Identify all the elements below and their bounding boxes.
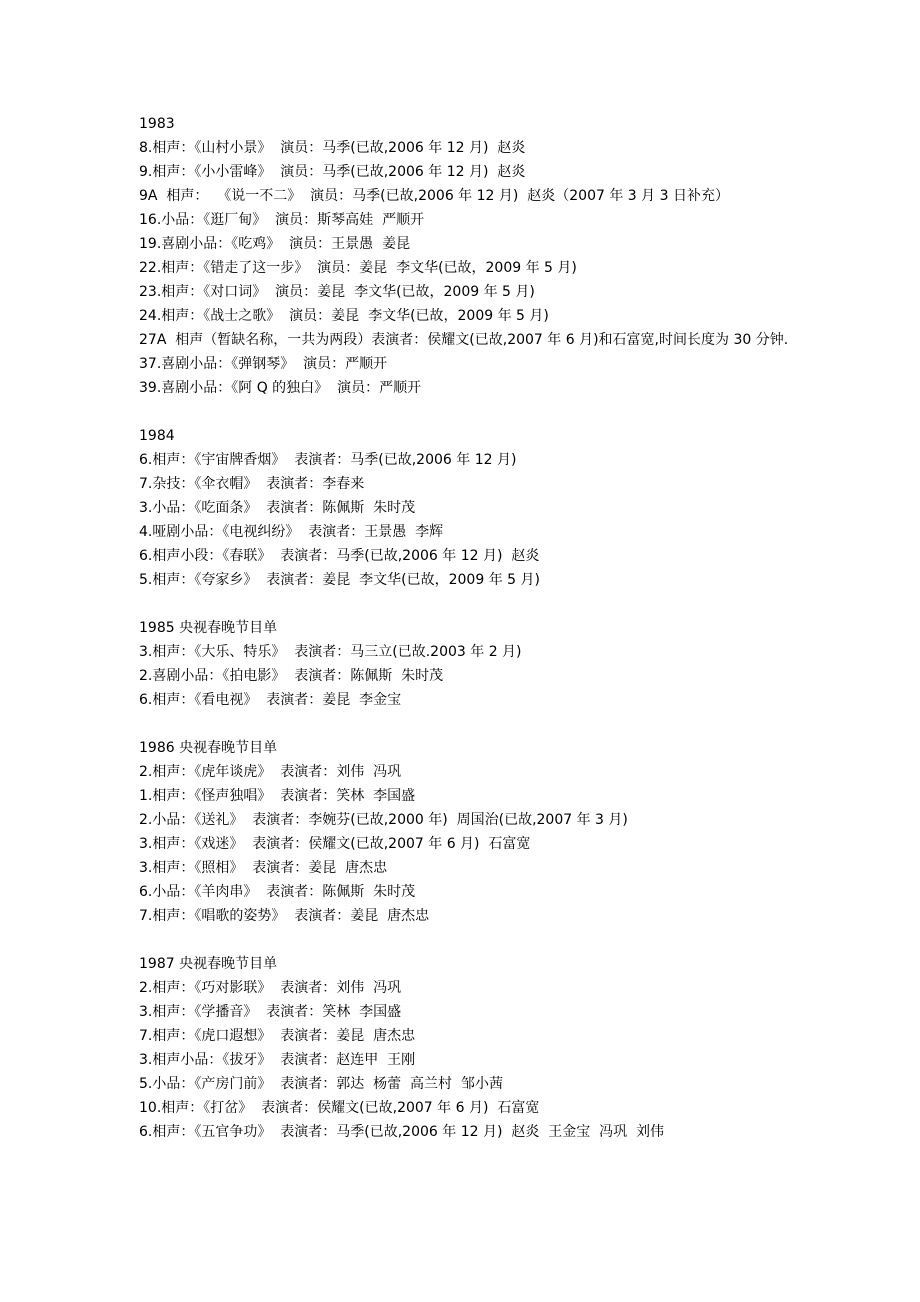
year-heading: 1984 [139,428,175,444]
program-entry: 16.小品：《逛厂甸》 演员：斯琴高娃 严顺开 [139,212,425,228]
program-entry: 7.相声：《唱歌的姿势》 表演者：姜昆 唐杰忠 [139,908,430,924]
program-entry: 19.喜剧小品：《吃鸡》 演员：王景愚 姜昆 [139,236,411,252]
program-entry: 3.相声：《大乐、特乐》 表演者：马三立(已故.2003 年 2 月) [139,644,522,660]
program-entry: 7.相声：《虎口遐想》 表演者：姜昆 唐杰忠 [139,1028,416,1044]
program-entry: 6.小品：《羊肉串》 表演者：陈佩斯 朱时茂 [139,884,416,900]
program-entry: 2.相声：《巧对影联》 表演者：刘伟 冯巩 [139,980,402,996]
program-entry: 37.喜剧小品：《弹钢琴》 演员：严顺开 [139,356,388,372]
program-entry: 3.相声：《学播音》 表演者：笑林 李国盛 [139,1004,402,1020]
program-entry: 8.相声：《山村小景》 演员：马季(已故,2006 年 12 月) 赵炎 [139,140,526,156]
year-heading: 1983 [139,116,175,132]
year-section [139,736,799,928]
year-section [139,112,799,400]
program-entry: 39.喜剧小品：《阿 Q 的独白》 演员：严顺开 [139,380,422,396]
program-entry: 4.哑剧小品：《电视纠纷》 表演者：王景愚 李辉 [139,524,444,540]
program-entry: 3.小品：《吃面条》 表演者：陈佩斯 朱时茂 [139,500,416,516]
program-list [139,112,799,1168]
program-entry: 3.相声小品：《拔牙》 表演者：赵连甲 王刚 [139,1052,416,1068]
program-entry: 6.相声：《宇宙牌香烟》 表演者：马季(已故,2006 年 12 月) [139,452,517,468]
program-entry: 27A 相声（暂缺名称，一共为两段）表演者：侯耀文(已故,2007 年 6 月)和石富宽,时间长度为 30 分钟. [139,332,789,348]
year-section [139,424,799,592]
program-entry: 6.相声：《看电视》 表演者：姜昆 李金宝 [139,692,402,708]
year-section [139,616,799,712]
program-entry: 23.相声：《对口词》 演员：姜昆 李文华(已故，2009 年 5 月) [139,284,535,300]
program-entry: 1.相声：《怪声独唱》 表演者：笑林 李国盛 [139,788,416,804]
program-entry: 2.相声：《虎年谈虎》 表演者：刘伟 冯巩 [139,764,402,780]
program-entry: 3.相声：《照相》 表演者：姜昆 唐杰忠 [139,860,388,876]
program-entry: 7.杂技：《伞衣帽》 表演者：李春来 [139,476,365,492]
year-heading: 1986 央视春晚节目单 [139,740,278,756]
program-entry: 9A 相声： 《说一不二》 演员：马季(已故,2006 年 12 月) 赵炎（2007 年 3 月 3 日补充） [139,188,729,204]
program-entry: 6.相声小段：《春联》 表演者：马季(已故,2006 年 12 月) 赵炎 [139,548,540,564]
program-entry: 22.相声：《错走了这一步》 演员：姜昆 李文华(已故，2009 年 5 月) [139,260,577,276]
program-entry: 5.相声：《夸家乡》 表演者：姜昆 李文华(已故，2009 年 5 月) [139,572,540,588]
program-entry: 2.小品：《送礼》 表演者：李婉芬(已故,2000 年) 周国治(已故,2007 年 3 月) [139,812,628,828]
program-entry: 5.小品：《产房门前》 表演者：郭达 杨蕾 高兰村 邹小茜 [139,1076,503,1092]
program-entry: 9.相声：《小小雷峰》 演员：马季(已故,2006 年 12 月) 赵炎 [139,164,526,180]
program-entry: 2.喜剧小品：《拍电影》 表演者：陈佩斯 朱时茂 [139,668,444,684]
year-heading: 1985 央视春晚节目单 [139,620,278,636]
program-entry: 3.相声：《戏迷》 表演者：侯耀文(已故,2007 年 6 月) 石富宽 [139,836,531,852]
year-section [139,952,799,1144]
year-heading: 1987 央视春晚节目单 [139,956,278,972]
program-entry: 6.相声：《五官争功》 表演者：马季(已故,2006 年 12 月) 赵炎 王金宝 冯巩 刘伟 [139,1124,665,1140]
program-entry: 10.相声：《打岔》 表演者：侯耀文(已故,2007 年 6 月) 石富宽 [139,1100,540,1116]
program-entry: 24.相声：《战士之歌》 演员：姜昆 李文华(已故，2009 年 5 月) [139,308,549,324]
